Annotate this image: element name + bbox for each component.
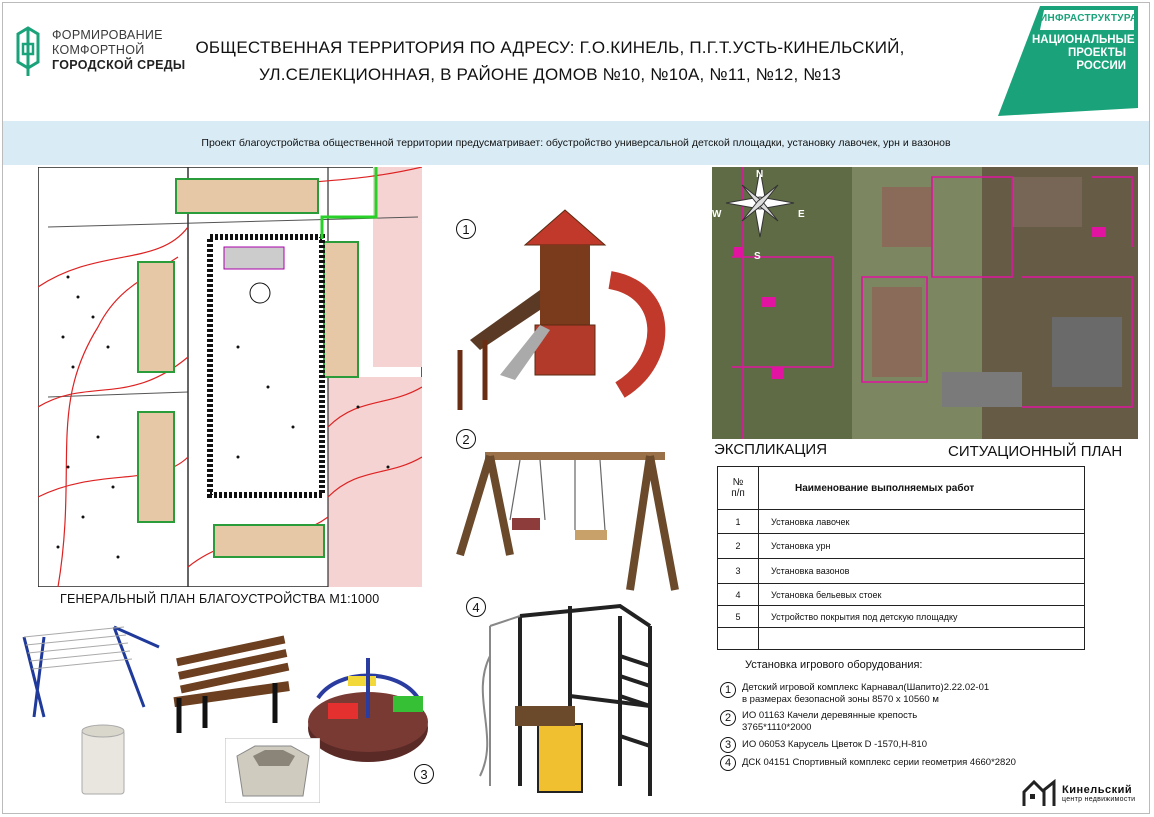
- general-plan-drawing: [38, 167, 422, 587]
- installation-item: [720, 682, 989, 706]
- np-tag: ИНФРАСТРУКТУРА: [1040, 13, 1138, 24]
- installation-item-number: 1: [720, 682, 736, 698]
- row-name: Установка лавочек: [759, 510, 1085, 534]
- aerial-map: [712, 167, 1138, 439]
- title-line-2: УЛ.СЕЛЕКЦИОННАЯ, В РАЙОНЕ ДОМОВ №10, №10А, №11, №12, №13: [258, 65, 842, 84]
- house-icon: [1022, 778, 1056, 808]
- installation-item-number: 2: [720, 710, 736, 726]
- logo-line-1: ФОРМИРОВАНИЕ: [52, 27, 163, 42]
- row-number: 4: [718, 584, 759, 606]
- installation-item-text-2: 3765*1110*2000: [742, 722, 812, 733]
- footer-logo-name: Кинельский: [1062, 783, 1133, 796]
- row-name: Установка вазонов: [759, 559, 1085, 584]
- general-plan: [38, 167, 422, 587]
- footer-logo-sub: центр недвижимости: [1062, 795, 1136, 803]
- row-number: 1: [718, 510, 759, 534]
- logo-comfortable-city: [14, 24, 185, 76]
- row-number: [718, 628, 759, 650]
- title-line-1: ОБЩЕСТВЕННАЯ ТЕРРИТОРИЯ ПО АДРЕСУ: Г.О.КИНЕЛЬ, П.Г.Т.УСТЬ-КИНЕЛЬСКИЙ,: [195, 38, 905, 57]
- explication-label: ЭКСПЛИКАЦИЯ: [714, 441, 828, 458]
- general-plan-caption: ГЕНЕРАЛЬНЫЙ ПЛАН БЛАГОУСТРОЙСТВА М1:1000: [60, 592, 380, 606]
- situation-plan: [712, 167, 1138, 439]
- compass-s: S: [754, 251, 761, 262]
- installation-title: Установка игрового оборудования:: [745, 659, 923, 671]
- national-projects-logo: [996, 4, 1142, 116]
- trash-bin-image: [78, 722, 128, 800]
- installation-item-text: ИО 06053 Карусель Цветок D -1570,H-810: [742, 739, 927, 750]
- np-line-1: НАЦИОНАЛЬНЫЕ: [1032, 34, 1135, 46]
- wooden-swing-image: [450, 440, 690, 600]
- np-line-2: ПРОЕКТЫ: [1068, 47, 1126, 59]
- logo-line-2: КОМФОРТНОЙ: [52, 42, 145, 57]
- row-number: 3: [718, 559, 759, 584]
- installation-item-text: ИО 01163 Качели деревянные крепость: [742, 710, 918, 721]
- row-name: Установка бельевых стоек: [759, 584, 1085, 606]
- compass-e: E: [798, 209, 805, 220]
- table-row: [718, 584, 1085, 606]
- table-row: [718, 628, 1085, 650]
- row-number: 5: [718, 606, 759, 628]
- installation-item-text: ДСК 04151 Спортивный комплекс серии геометрия 4660*2820: [742, 757, 1016, 768]
- installation-item-number: 4: [720, 755, 736, 771]
- situation-plan-label: СИТУАЦИОННЫЙ ПЛАН: [948, 443, 1123, 460]
- installation-item-number: 3: [720, 737, 736, 753]
- table-row: [718, 606, 1085, 628]
- logo-line-3: ГОРОДСКОЙ СРЕДЫ: [52, 57, 186, 72]
- compass-w: W: [712, 209, 722, 220]
- equipment-number-2: 2: [456, 429, 476, 449]
- table-row: [718, 559, 1085, 584]
- table-row: [718, 534, 1085, 559]
- clothes-rack-image: [14, 617, 164, 727]
- table-row: [718, 510, 1085, 534]
- installation-item: [720, 710, 917, 734]
- sports-complex-image: [460, 596, 680, 806]
- playground-complex-image: [440, 200, 690, 440]
- compass-n: N: [756, 169, 764, 180]
- np-line-3: РОССИИ: [1076, 60, 1126, 72]
- row-name: [759, 628, 1085, 650]
- header-number: № п/п: [718, 467, 759, 510]
- explication-table: [717, 466, 1085, 650]
- bench-image: [165, 628, 300, 738]
- project-banner: [3, 121, 1149, 165]
- equipment-number-4: 4: [466, 597, 486, 617]
- installation-item: [720, 737, 927, 753]
- carousel-image: [298, 648, 448, 780]
- equipment-number-3: 3: [414, 764, 434, 784]
- installation-item: [720, 755, 1016, 771]
- page-title: [195, 34, 905, 88]
- row-name: Устройство покрытия под детскую площадку: [759, 606, 1085, 628]
- row-name: Установка урн: [759, 534, 1085, 559]
- installation-item-text-2: в размерах безопасной зоны 8570 х 10560 м: [742, 694, 939, 705]
- row-number: 2: [718, 534, 759, 559]
- equipment-number-1: 1: [456, 219, 476, 239]
- banner-text: Проект благоустройства общественной территории предусматривает: обустройство универсальной детской площадки, установку лавочек, урн и вазонов: [201, 137, 951, 149]
- installation-item-text: Детский игровой комплекс Карнавал(Шапито)2.22.02-01: [742, 682, 990, 693]
- planter-image: [225, 738, 320, 803]
- table-header-row: [718, 467, 1085, 510]
- footer-logo: [1022, 778, 1135, 808]
- city-logo-icon: [14, 24, 42, 76]
- header-name: Наименование выполняемых работ: [759, 467, 1085, 510]
